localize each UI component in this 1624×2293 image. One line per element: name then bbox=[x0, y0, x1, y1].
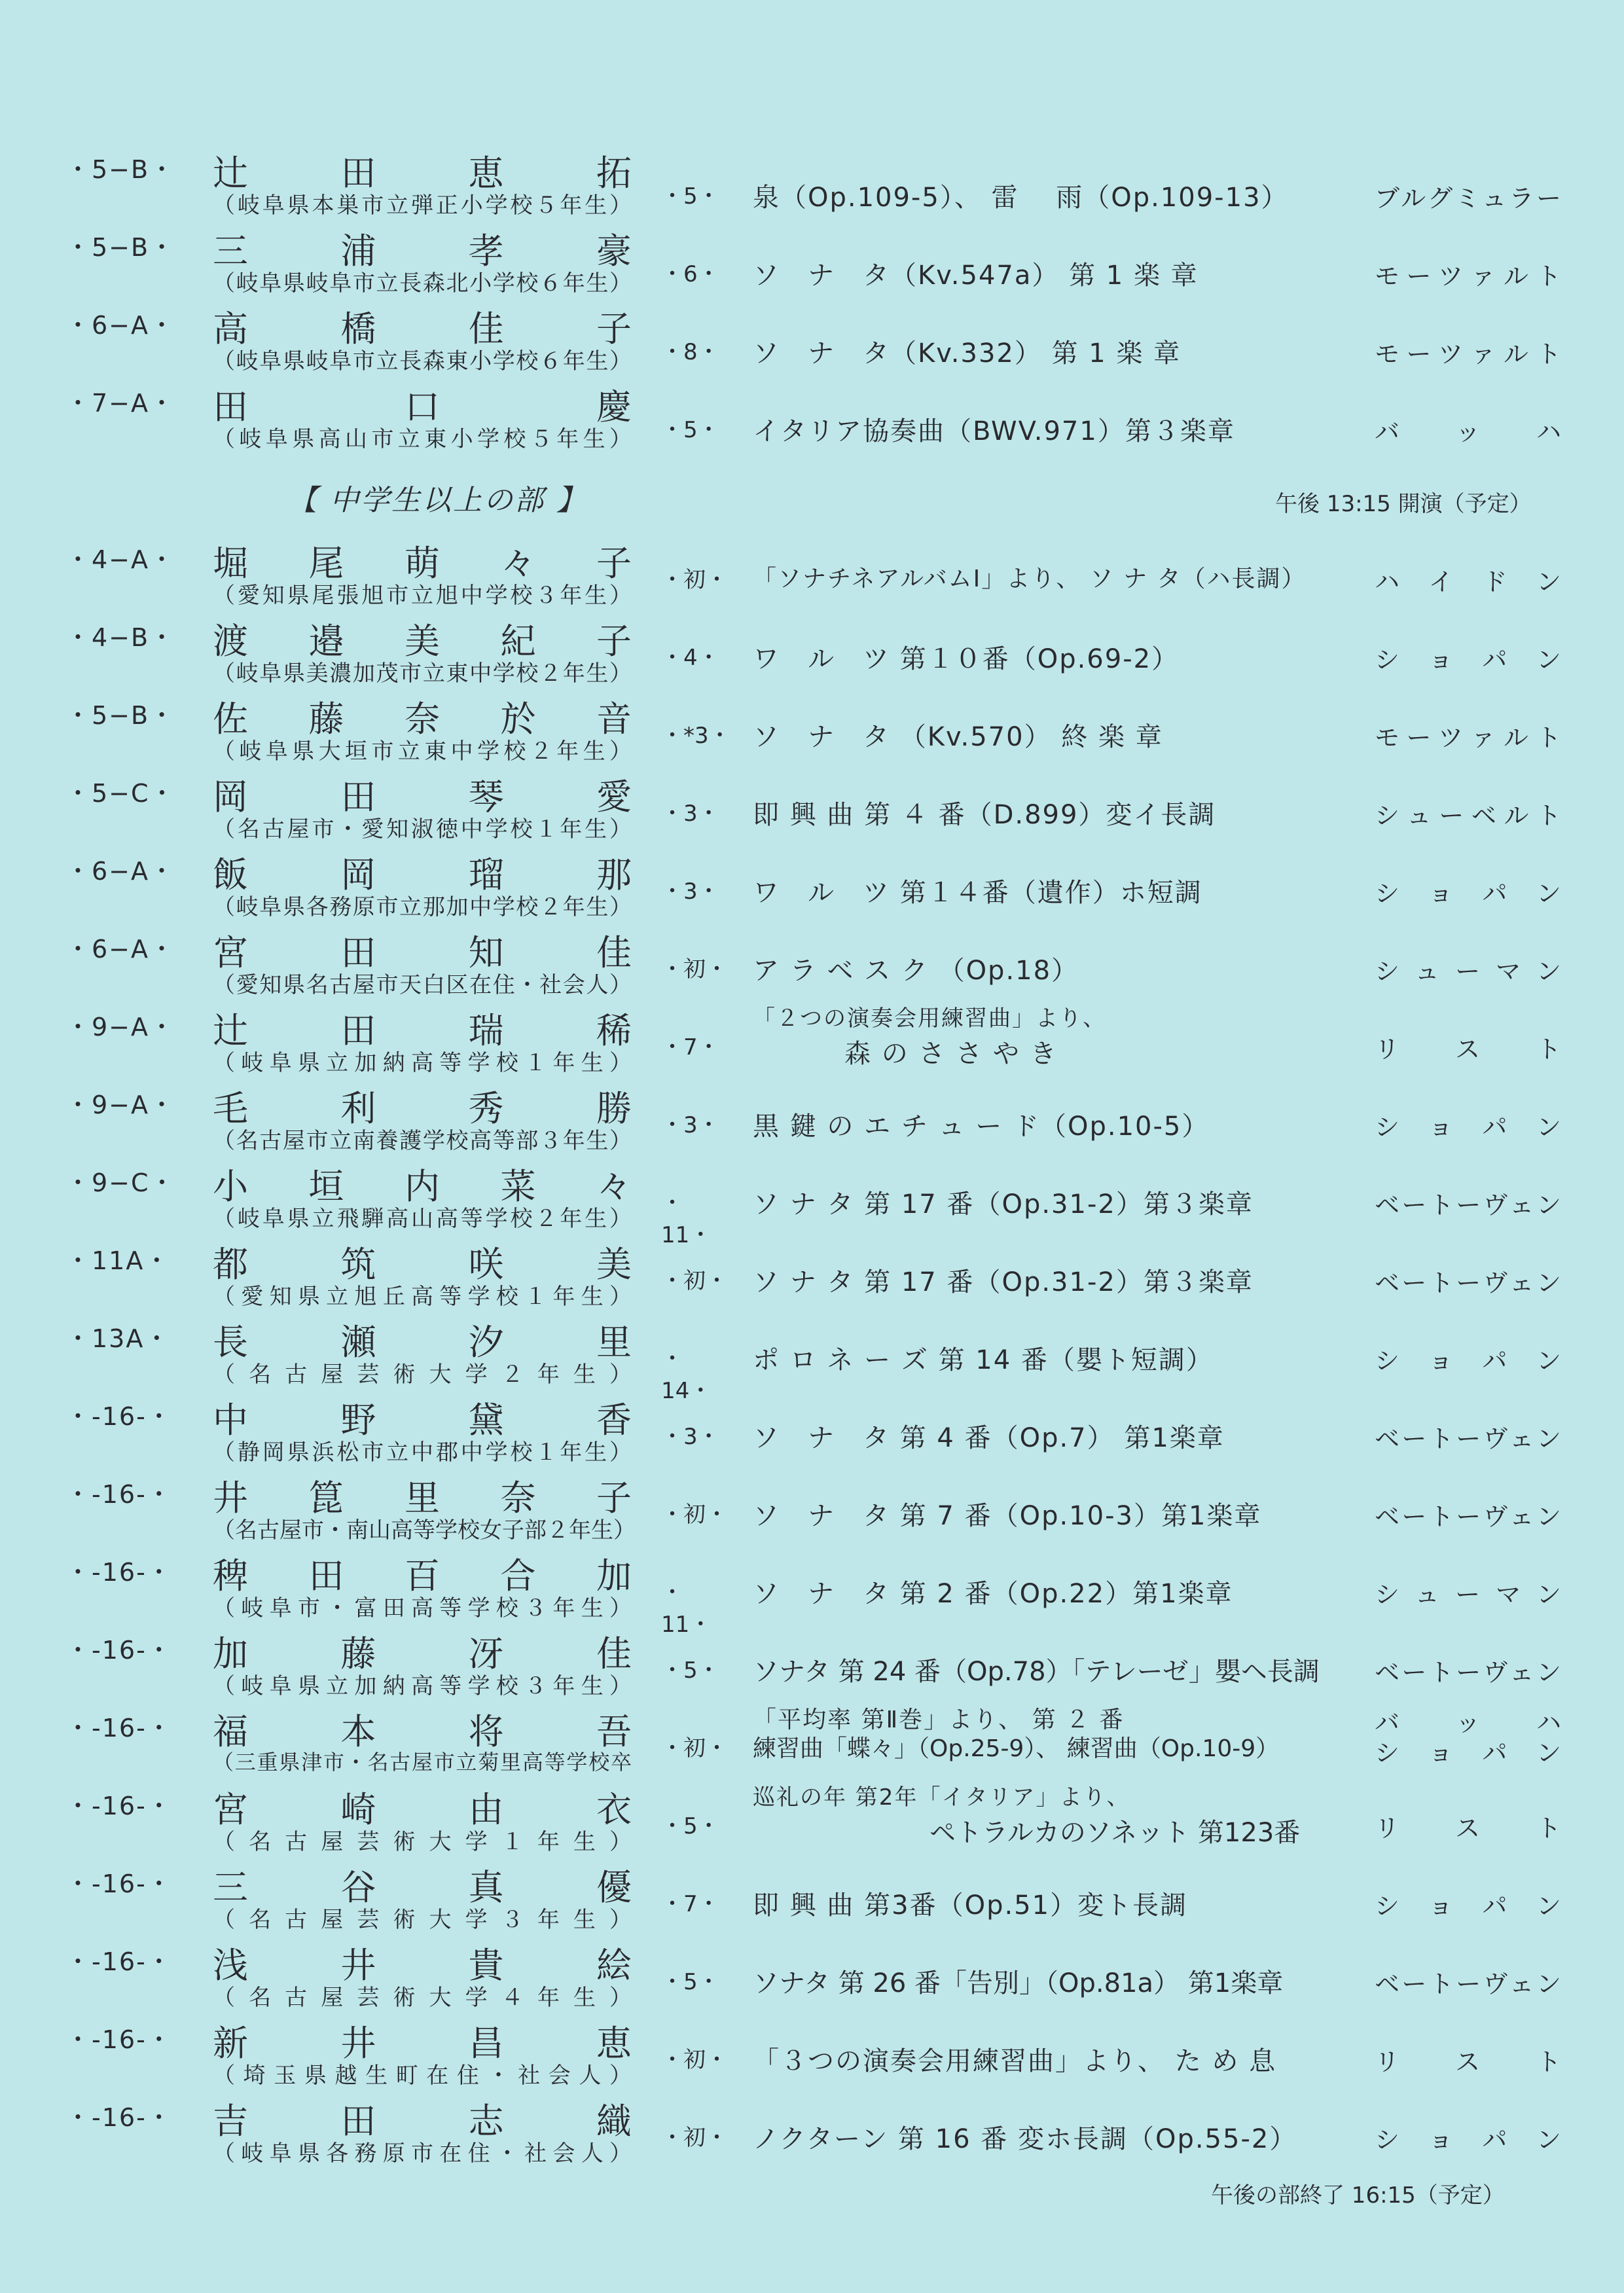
performer-name: 浅井貴絵 bbox=[213, 1945, 632, 1986]
composer: シューマン bbox=[1375, 1580, 1561, 1609]
piece-grade: ・5・ bbox=[661, 1813, 720, 1839]
performer-affiliation: （岐阜県岐阜市立長森東小学校６年生） bbox=[213, 348, 632, 374]
performer-name: 宮崎由衣 bbox=[213, 1789, 632, 1830]
piece-title: 泉（Op.109-5）、 雷 雨（Op.109-13） bbox=[753, 183, 1289, 213]
performer-name: 岡田琴愛 bbox=[213, 776, 632, 818]
piece-title: ワ ル ツ 第１４番（遺作）ホ短調 bbox=[753, 878, 1202, 908]
composer: シューベルト bbox=[1375, 801, 1561, 830]
composer: ベートーヴェン bbox=[1375, 1191, 1561, 1219]
performer-name: 三谷真優 bbox=[213, 1867, 632, 1908]
performer-name: 福本将吾 bbox=[213, 1711, 632, 1752]
piece-grade: ・3・ bbox=[661, 801, 720, 827]
composer: ショパン bbox=[1375, 1892, 1561, 1921]
performer-code: ・-16-・ bbox=[65, 1714, 173, 1742]
performer-affiliation: （岐阜県立加納高等学校１年生） bbox=[213, 1050, 632, 1076]
performer-name: 加藤冴佳 bbox=[213, 1633, 632, 1674]
performer-affiliation: （名古屋芸術大学２年生） bbox=[213, 1362, 632, 1388]
performer-code: ・5−B・ bbox=[65, 155, 176, 184]
entry-row bbox=[0, 535, 1624, 614]
piece-title: ソ ナ タ 第 4 番（Op.7） 第1楽章 bbox=[753, 1423, 1225, 1453]
entry-row bbox=[0, 613, 1624, 692]
performer-name: 新井昌恵 bbox=[213, 2023, 632, 2064]
performer-affiliation: （名古屋芸術大学４年生） bbox=[213, 1985, 632, 2011]
composer: シューマン bbox=[1375, 957, 1561, 986]
piece-title: ソ ナ タ（Kv.332） 第 1 楽 章 bbox=[753, 338, 1182, 369]
piece-title: 即 興 曲 第3番（Op.51）変ト長調 bbox=[753, 1890, 1188, 1921]
piece-grade: ・初・ bbox=[661, 956, 728, 983]
performer-name: 稗田百合加 bbox=[213, 1555, 632, 1597]
composer: ショパン bbox=[1375, 879, 1561, 908]
composer: モーツァルト bbox=[1375, 340, 1561, 369]
performer-name: 毛利秀勝 bbox=[213, 1088, 632, 1129]
entry-row bbox=[0, 1314, 1624, 1404]
performer-affiliation: （名古屋市立南養護学校高等部３年生） bbox=[213, 1128, 632, 1154]
piece-grade: ・8・ bbox=[661, 339, 720, 365]
performer-name: 佐藤奈於音 bbox=[213, 698, 632, 740]
entry-row bbox=[0, 2015, 1624, 2094]
piece-grade: ・初・ bbox=[661, 2125, 728, 2151]
performer-name: 都筑咲美 bbox=[213, 1244, 632, 1285]
piece-grade: ・初・ bbox=[661, 1502, 728, 1528]
composer: モーツァルト bbox=[1375, 723, 1561, 752]
performer-name: 辻田恵拓 bbox=[213, 153, 632, 194]
piece-title: ワ ル ツ 第１０番（Op.69-2） bbox=[753, 644, 1180, 674]
entry-row bbox=[0, 691, 1624, 770]
entry-row bbox=[0, 847, 1624, 926]
piece-grade: ・5・ bbox=[661, 183, 720, 209]
performer-code: ・5−B・ bbox=[65, 701, 176, 730]
piece-grade: ・6・ bbox=[661, 261, 720, 287]
performer-affiliation: （岐阜県立飛騨高山高等学校２年生） bbox=[213, 1206, 632, 1232]
composer: ハイドン bbox=[1375, 568, 1561, 596]
performer-code: ・6−A・ bbox=[65, 935, 176, 964]
performer-name: 辻田瑞稀 bbox=[213, 1010, 632, 1051]
performer-code: ・9−C・ bbox=[65, 1168, 176, 1197]
composer-first: バッハ bbox=[1375, 1708, 1561, 1737]
performer-code: ・-16-・ bbox=[65, 1947, 173, 1976]
piece-grade: ・初・ bbox=[661, 567, 728, 593]
composer: ショパン bbox=[1375, 645, 1561, 674]
piece-grade: ・初・ bbox=[661, 2047, 728, 2073]
piece-grade: ・5・ bbox=[661, 1657, 720, 1684]
performer-name: 小垣内菜々 bbox=[213, 1166, 632, 1207]
performer-code: ・5−C・ bbox=[65, 779, 176, 808]
piece-title: ペトラルカのソネット 第123番 bbox=[929, 1818, 1301, 1848]
performer-name: 宮田知佳 bbox=[213, 932, 632, 973]
piece-grade: ・3・ bbox=[661, 1424, 720, 1450]
piece-title: 「ソナチネアルバムⅠ」より、 ソ ナ タ（ハ長調） bbox=[753, 566, 1307, 592]
performer-code: ・13A・ bbox=[65, 1324, 171, 1353]
performer-affiliation: （岐阜県美濃加茂市立東中学校２年生） bbox=[213, 660, 632, 687]
performer-code: ・7−A・ bbox=[65, 389, 176, 418]
composer: ブルグミュラー bbox=[1375, 184, 1561, 213]
performer-code: ・4−B・ bbox=[65, 623, 176, 652]
piece-grade: ・4・ bbox=[661, 645, 720, 671]
performer-code: ・6−A・ bbox=[65, 311, 176, 340]
performer-name: 田口慶 bbox=[213, 386, 632, 427]
piece-title: ソ ナ タ 第 17 番（Op.31-2）第３楽章 bbox=[753, 1189, 1254, 1219]
composer: ベートーヴェン bbox=[1375, 1269, 1561, 1297]
composer: リスト bbox=[1375, 1814, 1561, 1843]
piece-row bbox=[0, 230, 1624, 308]
piece-grade: ・初・ bbox=[661, 1268, 728, 1294]
composer: ベートーヴェン bbox=[1375, 1424, 1561, 1453]
composer: ショパン bbox=[1375, 2125, 1561, 2154]
end-time-note: 午後の部終了 16:15（予定） bbox=[1211, 2182, 1505, 2209]
piece-subtitle: 「２つの演奏会用練習曲」より、 bbox=[753, 1005, 1106, 1032]
performer-affiliation: （岐阜県岐阜市立長森北小学校６年生） bbox=[213, 270, 632, 297]
piece-grade: ・11・ bbox=[661, 1580, 712, 1638]
composer: リスト bbox=[1375, 1035, 1561, 1064]
piece-title: ソナタ 第 26 番「告別」（Op.81a） 第1楽章 bbox=[753, 1968, 1284, 1998]
composer: リスト bbox=[1375, 2048, 1561, 2076]
performer-name: 井箟里奈子 bbox=[213, 1477, 632, 1519]
performer-affiliation: （岐阜市・富田高等学校３年生） bbox=[213, 1595, 632, 1621]
piece-title: イタリア協奏曲（BWV.971）第３楽章 bbox=[753, 416, 1235, 446]
piece-grade: ・初・ bbox=[661, 1735, 728, 1761]
piece-grade: ・5・ bbox=[661, 417, 720, 443]
piece-grade: ・14・ bbox=[661, 1346, 712, 1404]
entry-row bbox=[0, 925, 1624, 1003]
entry-row bbox=[0, 1548, 1624, 1638]
piece-grade: ・*3・ bbox=[661, 723, 731, 749]
performer-name: 飯岡瑠那 bbox=[213, 854, 632, 895]
performer-affiliation: （愛知県立旭丘高等学校１年生） bbox=[213, 1284, 632, 1310]
piece-title: 森 の さ さ や き bbox=[844, 1039, 1058, 1069]
composer: ショパン bbox=[1375, 1346, 1561, 1375]
entry-row bbox=[0, 1782, 1624, 1860]
piece-grade: ・7・ bbox=[661, 1891, 720, 1917]
performer-code: ・-16-・ bbox=[65, 1402, 173, 1431]
performer-affiliation: （名古屋市・南山高等学校女子部２年生） bbox=[213, 1517, 636, 1544]
composer: モーツァルト bbox=[1375, 262, 1561, 291]
composer: ベートーヴェン bbox=[1375, 1970, 1561, 1998]
performer-code: ・-16-・ bbox=[65, 1558, 173, 1587]
performer-code: ・-16-・ bbox=[65, 1869, 173, 1898]
piece-title: ソ ナ タ （Kv.570） 終 楽 章 bbox=[753, 722, 1163, 752]
performer-name: 高橋佳子 bbox=[213, 308, 632, 350]
piece-title: ソ ナ タ（Kv.547a） 第 1 楽 章 bbox=[753, 261, 1199, 291]
performer-code: ・-16-・ bbox=[65, 2103, 173, 2132]
performer-affiliation: （岐阜県高山市立東小学校５年生） bbox=[213, 426, 632, 452]
performer-name: 渡邉美紀子 bbox=[213, 621, 632, 662]
piece-title: ソ ナ タ 第 7 番（Op.10-3）第1楽章 bbox=[753, 1501, 1262, 1531]
performer-name: 吉田志織 bbox=[213, 2101, 632, 2142]
performer-affiliation: （愛知県名古屋市天白区在住・社会人） bbox=[213, 972, 632, 998]
piece-grade: ・3・ bbox=[661, 878, 720, 905]
performer-code: ・-16-・ bbox=[65, 2025, 173, 2054]
composer: ショパン bbox=[1375, 1113, 1561, 1142]
performer-name: 中野黛香 bbox=[213, 1399, 632, 1441]
performer-code: ・11A・ bbox=[65, 1246, 171, 1275]
performer-affiliation: （名古屋芸術大学１年生） bbox=[213, 1829, 632, 1855]
performer-code: ・-16-・ bbox=[65, 1636, 173, 1665]
piece-grade: ・5・ bbox=[661, 1969, 720, 1995]
performer-code: ・-16-・ bbox=[65, 1792, 173, 1820]
performer-affiliation: （岐阜県立加納高等学校３年生） bbox=[213, 1673, 632, 1699]
composer: ベートーヴェン bbox=[1375, 1658, 1561, 1687]
piece-title: 即 興 曲 第 ４ 番（D.899）変イ長調 bbox=[753, 800, 1216, 830]
section-title: 【 中学生以上の部 】 bbox=[288, 484, 587, 517]
performer-code: ・-16-・ bbox=[65, 1480, 173, 1509]
piece-title: ノクターン 第 16 番 変ホ長調（Op.55-2） bbox=[753, 2124, 1297, 2154]
performer-affiliation: （岐阜県各務原市立那加中学校２年生） bbox=[213, 894, 632, 920]
performer-affiliation: （名古屋芸術大学３年生） bbox=[213, 1907, 632, 1933]
performer-name: 長瀬汐里 bbox=[213, 1322, 632, 1363]
piece-title: ソ ナ タ 第 2 番（Op.22）第1楽章 bbox=[753, 1579, 1233, 1609]
composer: ショパン bbox=[1375, 1739, 1561, 1767]
performer-affiliation: （静岡県浜松市立中郡中学校１年生） bbox=[213, 1439, 632, 1466]
start-time-note: 午後 13:15 開演（予定） bbox=[1275, 491, 1532, 517]
entry-row bbox=[0, 1860, 1624, 1938]
performer-code: ・4−A・ bbox=[65, 545, 176, 574]
entry-row bbox=[0, 1470, 1624, 1549]
performer-affiliation: （名古屋市・愛知淑徳中学校１年生） bbox=[213, 816, 632, 842]
piece-row bbox=[0, 386, 1624, 464]
performer-affiliation: （岐阜県各務原市在住・社会人） bbox=[213, 2140, 632, 2167]
piece-row bbox=[0, 308, 1624, 386]
piece-grade: ・11・ bbox=[661, 1190, 712, 1248]
piece-title: ソナタ 第 24 番（Op.78）「テレーゼ」嬰ヘ長調 bbox=[753, 1657, 1320, 1687]
piece-title: ポ ロ ネ ー ズ 第 14 番（嬰ト短調） bbox=[753, 1345, 1214, 1375]
entry-row bbox=[0, 1704, 1624, 1782]
entry-row bbox=[0, 1938, 1624, 2016]
composer: ベートーヴェン bbox=[1375, 1502, 1561, 1531]
entry-row bbox=[0, 2093, 1624, 2172]
piece-subtitle: 「平均率 第Ⅱ巻」より、 第 ２ 番 bbox=[753, 1706, 1125, 1733]
entry-row bbox=[0, 1081, 1624, 1159]
composer: バッハ bbox=[1375, 418, 1561, 446]
performer-name: 三浦孝豪 bbox=[213, 230, 632, 272]
piece-title: 「３つの演奏会用練習曲」より、 た め 息 bbox=[753, 2046, 1277, 2076]
entry-row bbox=[0, 1626, 1624, 1705]
piece-grade: ・3・ bbox=[661, 1112, 720, 1138]
performer-affiliation: （埼玉県越生町在住・社会人） bbox=[213, 2063, 632, 2089]
performer-code: ・6−A・ bbox=[65, 857, 176, 886]
piece-title: ア ラ ベ ス ク （Op.18） bbox=[753, 956, 1079, 986]
piece-title: 練習曲「蝶々」（Op.25-9）、 練習曲（Op.10-9） bbox=[753, 1735, 1280, 1762]
entry-row bbox=[0, 1159, 1624, 1248]
piece-title: ソ ナ タ 第 17 番（Op.31-2）第３楽章 bbox=[753, 1267, 1254, 1297]
piece-title: 黒 鍵 の エ チ ュ ー ド（Op.10-5） bbox=[753, 1111, 1210, 1142]
piece-subtitle: 巡礼の年 第2年「イタリア」より、 bbox=[753, 1784, 1130, 1811]
performer-code: ・9−A・ bbox=[65, 1013, 176, 1041]
entry-row bbox=[0, 1003, 1624, 1081]
entry-row bbox=[0, 769, 1624, 848]
entry-row bbox=[0, 1392, 1624, 1471]
performer-name: 堀尾萌々子 bbox=[213, 543, 632, 584]
performer-affiliation: （三重県津市・名古屋市立菊里高等学校卒 bbox=[213, 1750, 632, 1775]
piece-row bbox=[0, 152, 1624, 230]
piece-grade: ・7・ bbox=[661, 1034, 720, 1060]
performer-affiliation: （岐阜県本巣市立弾正小学校５年生） bbox=[213, 192, 632, 219]
entry-row bbox=[0, 1237, 1624, 1315]
performer-code: ・5−B・ bbox=[65, 233, 176, 262]
performer-affiliation: （岐阜県大垣市立東中学校２年生） bbox=[213, 738, 632, 765]
performer-affiliation: （愛知県尾張旭市立旭中学校３年生） bbox=[213, 583, 632, 609]
performer-code: ・9−A・ bbox=[65, 1091, 176, 1119]
